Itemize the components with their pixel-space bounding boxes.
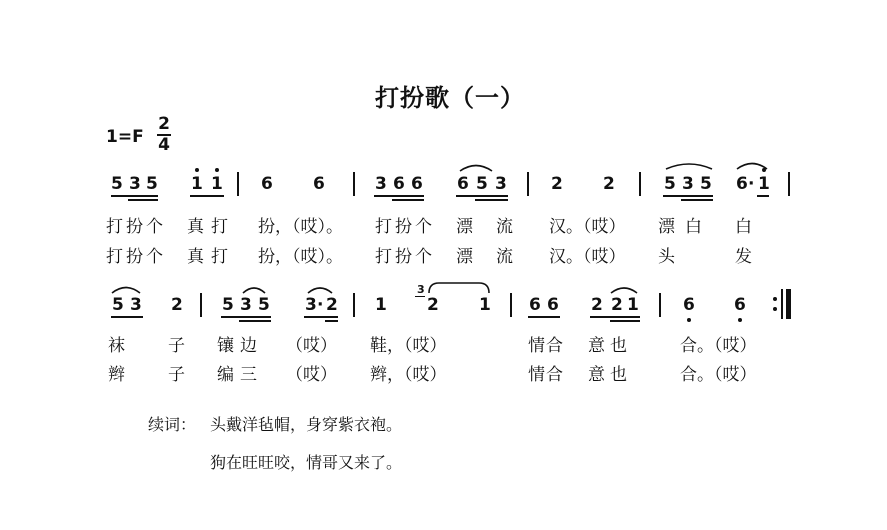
lyric: 情 [528, 336, 545, 356]
lyric: 打 [375, 247, 392, 267]
dotted-note-dot: · [748, 174, 755, 194]
lyric: 也 [610, 336, 627, 356]
note: 5 [146, 174, 158, 194]
note: 1 [479, 295, 491, 315]
lyric: 意 [588, 336, 605, 356]
continuation-line-1: 头戴洋毡帽，身穿紫衣袍。 [210, 415, 403, 434]
note: 1 [191, 174, 203, 194]
lyric: 合 [546, 336, 563, 356]
lyric: 镶 [217, 336, 234, 356]
lyric: 白 [685, 217, 702, 237]
lyric: 流 [496, 217, 513, 237]
lyric: 子 [168, 365, 185, 385]
low-octave-dot [738, 318, 742, 322]
barline [510, 293, 512, 317]
lyric: 扮 [126, 247, 143, 267]
lyric: 扮，（哎）。 [258, 247, 343, 267]
note: 3 [495, 174, 507, 194]
note: 6 [261, 174, 273, 194]
lyric: 扮 [395, 217, 412, 237]
lyric: 真 [187, 247, 204, 267]
underline [221, 316, 271, 318]
note: 3 [129, 174, 141, 194]
note: 5 [222, 295, 234, 315]
lyric: （哎） [286, 336, 337, 356]
lyric: 袜 [108, 336, 125, 356]
continuation-line-2: 狗在旺旺咬，情哥又来了。 [210, 453, 403, 472]
note: 2 [611, 295, 623, 315]
note: 5 [664, 174, 676, 194]
lyric: 个 [146, 247, 163, 267]
lyric: 个 [415, 247, 432, 267]
underline [325, 320, 338, 322]
repeat-dot [773, 307, 777, 311]
grace-note-line [415, 296, 425, 297]
note: 3 [305, 295, 317, 315]
lyric: 漂 [658, 217, 675, 237]
note: 6 [313, 174, 325, 194]
time-signature-top: 2 [158, 114, 170, 134]
note: 5 [258, 295, 270, 315]
end-repeat-thin-bar [781, 289, 783, 319]
low-octave-dot [687, 318, 691, 322]
dotted-note-dot: · [317, 295, 324, 315]
note: 6 [547, 295, 559, 315]
lyric: 漂 [456, 247, 473, 267]
lyric: 鞋，（哎） [370, 336, 447, 356]
lyric: 打 [211, 217, 228, 237]
lyric: 打 [106, 217, 123, 237]
lyric: 打 [106, 247, 123, 267]
lyric: 发 [735, 247, 752, 267]
note: 2 [603, 174, 615, 194]
note: 5 [476, 174, 488, 194]
lyric: 合 [546, 365, 563, 385]
lyric: 辫 [108, 365, 125, 385]
note: 3 [130, 295, 142, 315]
lyric: 子 [168, 336, 185, 356]
note: 2 [551, 174, 563, 194]
time-signature-bottom: 4 [158, 135, 170, 155]
lyric: 漂 [456, 217, 473, 237]
note: 5 [700, 174, 712, 194]
barline [353, 293, 355, 317]
lyric: 个 [146, 217, 163, 237]
note: 6 [683, 295, 695, 315]
underline [610, 320, 640, 322]
repeat-dot [773, 297, 777, 301]
note: 6 [529, 295, 541, 315]
lyric: 头 [658, 247, 675, 267]
lyric: 情 [528, 365, 545, 385]
note: 2 [171, 295, 183, 315]
underline [239, 320, 271, 322]
lyric: 白 [735, 217, 752, 237]
key-signature: 1=F [106, 127, 144, 147]
lyric: 辫，（哎） [370, 365, 447, 385]
note: 6 [393, 174, 405, 194]
note: 6 [736, 174, 748, 194]
note: 2 [326, 295, 338, 315]
barline [200, 293, 202, 317]
lyric: 编 [217, 365, 234, 385]
note: 3 [682, 174, 694, 194]
lyric: 真 [187, 217, 204, 237]
lyric: 个 [415, 217, 432, 237]
note: 1 [758, 174, 770, 194]
note: 1 [375, 295, 387, 315]
lyric: 打 [211, 247, 228, 267]
note: 2 [591, 295, 603, 315]
underline [590, 316, 640, 318]
lyric: 流 [496, 247, 513, 267]
lyric: 三 [240, 365, 257, 385]
note: 6 [411, 174, 423, 194]
barline [659, 293, 661, 317]
lyric: 合。（哎） [680, 336, 757, 356]
lyric: 扮，（哎）。 [258, 217, 343, 237]
continuation-label: 续词： [148, 415, 197, 434]
note: 3 [240, 295, 252, 315]
song-title: 打扮歌（一） [375, 84, 525, 112]
lyric: 汉。（哎） [549, 247, 626, 267]
lyric: 打 [375, 217, 392, 237]
note: 6 [457, 174, 469, 194]
underline [111, 316, 143, 318]
underline [528, 316, 560, 318]
end-repeat-thick-bar [786, 289, 791, 319]
lyric: 意 [588, 365, 605, 385]
note: 5 [112, 295, 124, 315]
note: 3 [375, 174, 387, 194]
lyric: 汉。（哎） [549, 217, 626, 237]
note: 5 [111, 174, 123, 194]
lyric: （哎） [286, 365, 337, 385]
grace-note: 3 [417, 283, 425, 296]
lyric: 也 [610, 365, 627, 385]
lyric: 扮 [395, 247, 412, 267]
note: 1 [627, 295, 639, 315]
lyric: 边 [240, 336, 257, 356]
note: 6 [734, 295, 746, 315]
lyric: 合。（哎） [680, 365, 757, 385]
note: 1 [211, 174, 223, 194]
lyric: 扮 [126, 217, 143, 237]
note: 2 [427, 295, 439, 315]
underline [304, 316, 338, 318]
